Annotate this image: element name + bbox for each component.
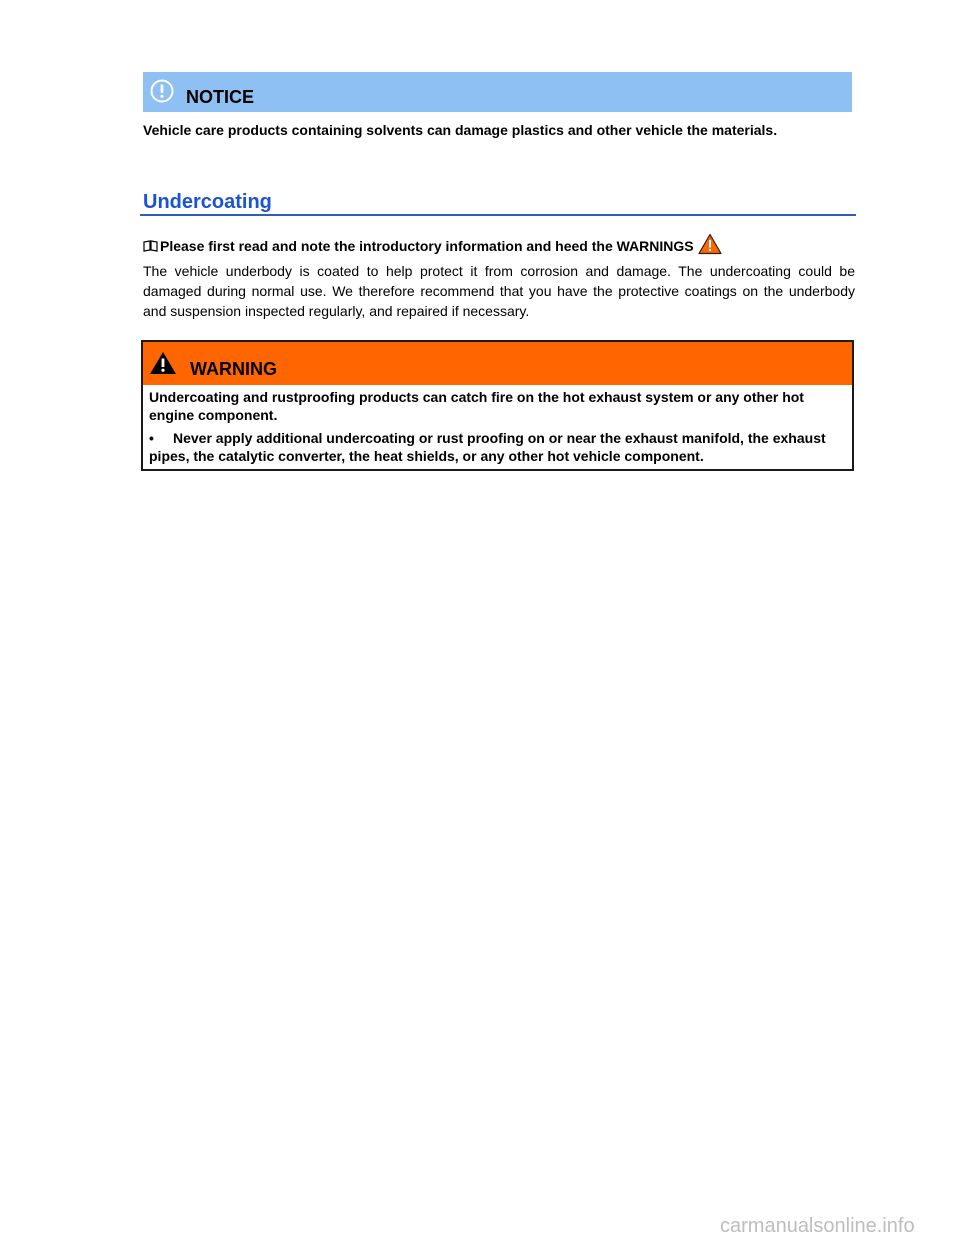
section-heading: Undercoating — [143, 191, 272, 213]
warning-title: WARNING — [190, 359, 277, 379]
notice-header — [143, 72, 852, 112]
warning-bullet-item — [149, 429, 847, 465]
intro-line — [143, 233, 722, 256]
notice-text: Vehicle care products containing solvents can damage plastics and other vehicle the materials. — [143, 122, 778, 138]
notice-title: NOTICE — [186, 87, 255, 107]
bullet-symbol: • — [149, 430, 154, 446]
warning-header — [143, 342, 852, 385]
intro-text: Please first read and note the introductory information and heed the WARNINGS — [160, 238, 694, 254]
warning-triangle-icon — [149, 351, 177, 375]
warning-text: Undercoating and rustproofing products can catch fire on the hot exhaust system or any other hot engine component. — [149, 389, 804, 423]
exclamation-circle-icon — [150, 79, 174, 103]
section-divider — [140, 214, 856, 216]
book-icon — [143, 240, 158, 252]
warning-box — [141, 340, 854, 471]
watermark: carmanualsonline.info — [720, 1215, 915, 1237]
warning-bullet-text: Never apply additional undercoating or rust proofing on or near the exhaust manifold, the exhaust pipes, the catalytic converter, the heat shields, or any other hot vehicle component. — [149, 430, 826, 464]
body-paragraph: The vehicle underbody is coated to help protect it from corrosion and damage. The undercoating could be damaged during normal use. We therefore recommend that you have the protective coatings on the underbody and suspension inspected regularly, and repaired if necessary. — [143, 263, 855, 319]
warning-triangle-icon[interactable] — [698, 233, 722, 255]
